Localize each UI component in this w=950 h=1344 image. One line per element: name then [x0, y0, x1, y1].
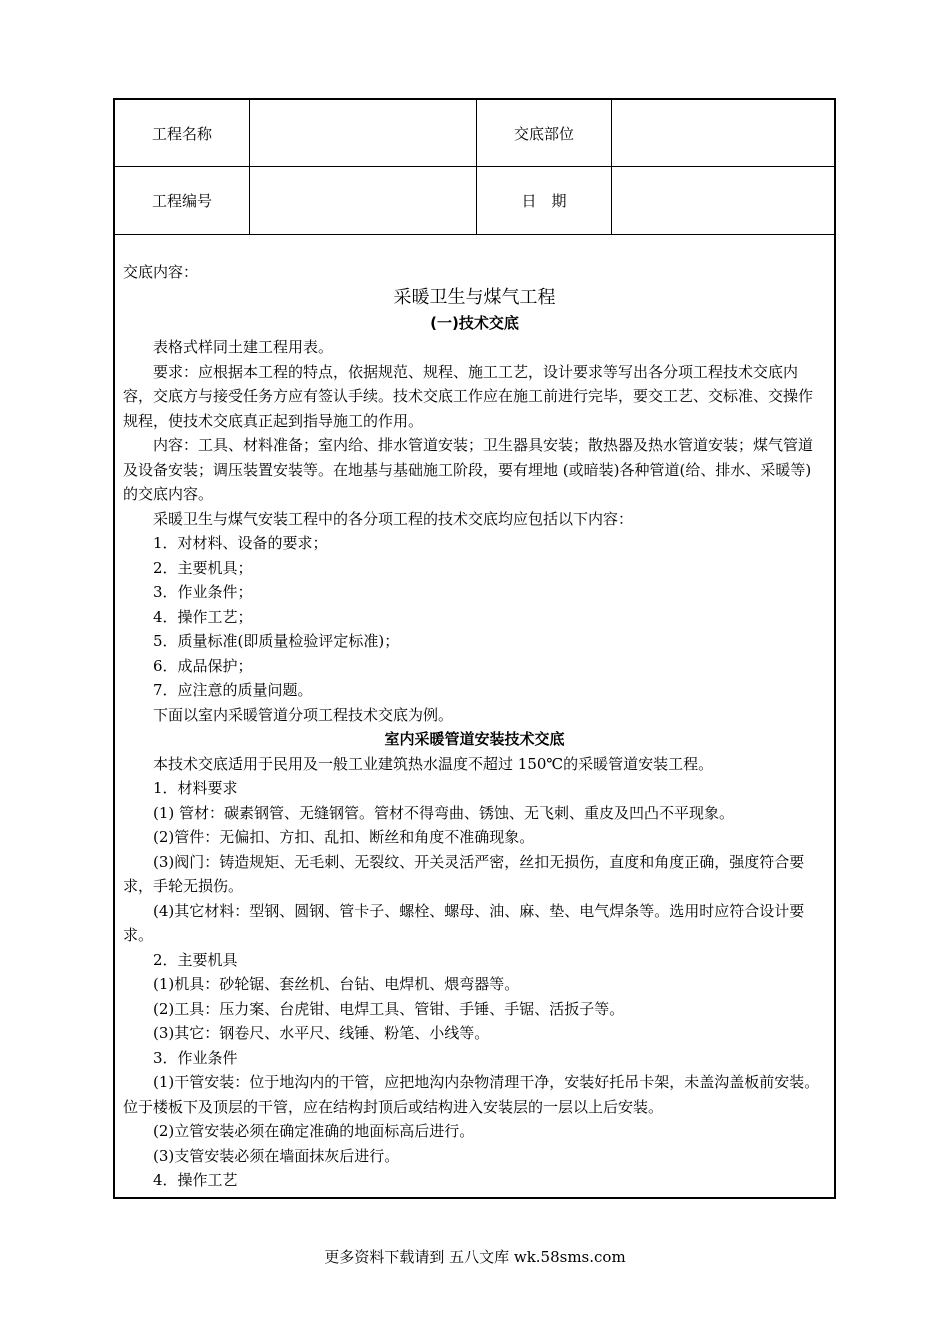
- subheading: 4．操作工艺: [153, 1171, 238, 1189]
- section-title: 室内采暖管道安装技术交底: [384, 730, 565, 748]
- date-value[interactable]: [612, 167, 834, 234]
- paragraph: (1) 管材：碳素钢管、无缝钢管。管材不得弯曲、锈蚀、无飞刺、重皮及凹凸不平现象。: [153, 803, 735, 822]
- disclosure-content: [123, 260, 826, 1193]
- content-label: 交底内容：: [123, 263, 199, 281]
- section-title: (一)技术交底: [430, 313, 519, 332]
- paragraph: (2)立管安装必须在确定准确的地面标高后进行。: [153, 1122, 475, 1140]
- subheading: 2．主要机具: [153, 950, 238, 969]
- subheading: 1．材料要求: [153, 779, 238, 797]
- paragraph: (3)支管安装必须在墙面抹灰后进行。: [153, 1146, 400, 1165]
- paragraph: (3)其它：钢卷尺、水平尺、线锤、粉笔、小线等。: [153, 1024, 490, 1042]
- list-item: 6．成品保护；: [153, 656, 253, 675]
- list-item: 1．对材料、设备的要求；: [153, 534, 328, 552]
- paragraph: (2)工具：压力案、台虎钳、电焊工具、管钳、手锤、手锯、活扳子等。: [153, 999, 625, 1018]
- paragraph: (4)其它材料：型钢、圆钢、管卡子、螺栓、螺母、油、麻、垫、电气焊条等。选用时应符合设计要求。: [123, 901, 805, 944]
- list-item: 4．操作工艺；: [153, 607, 253, 626]
- paragraph: (1)机具：砂轮锯、套丝机、台钻、电焊机、煨弯器等。: [153, 975, 520, 993]
- project-name-label: 工程名称: [151, 124, 212, 143]
- paragraph: 下面以室内采暖管道分项工程技术交底为例。: [153, 705, 454, 724]
- date-label: 日 期: [521, 192, 567, 210]
- paragraph: (2)管件：无偏扣、方扣、乱扣、断丝和角度不准确现象。: [153, 828, 535, 846]
- document-title: 采暖卫生与煤气工程: [393, 286, 556, 308]
- project-number-label: 工程编号: [151, 192, 212, 210]
- list-item: 2．主要机具；: [153, 558, 253, 577]
- project-number-value[interactable]: [250, 167, 476, 234]
- footer-download-note: 更多资料下载请到 五八文库 wk.58sms.com: [324, 1248, 626, 1266]
- project-name-value[interactable]: [250, 100, 476, 166]
- subheading: 3．作业条件: [153, 1048, 238, 1067]
- paragraph: 本技术交底适用于民用及一般工业建筑热水温度不超过 150℃的采暖管道安装工程。: [153, 754, 714, 773]
- paragraph: 内容：工具、材料准备；室内给、排水管道安装；卫生器具安装；散热器及热水管道安装；煤气管道及设备安装；调压装置安装等。在地基与基础施工阶段，要有埋地 (或暗装)各种管道(给、排水、采暖等)的交底内容。: [123, 436, 814, 503]
- list-item: 7．应注意的质量问题。: [153, 681, 313, 699]
- list-item: 3．作业条件；: [153, 583, 253, 601]
- row-divider: [115, 234, 834, 235]
- paragraph: 表格式样同土建工程用表。: [153, 338, 334, 356]
- paragraph: (3)阀门：铸造规矩、无毛刺、无裂纹、开关灵活严密，丝扣无损伤，直度和角度正确，强度符合要求，手轮无损伤。: [123, 852, 805, 895]
- list-item: 5．质量标准(即质量检验评定标准)；: [153, 632, 400, 650]
- paragraph: (1)干管安装：位于地沟内的干管，应把地沟内杂物清理干净，安装好托吊卡架，未盖沟盖板前安装。位于楼板下及顶层的干管，应在结构封顶后或结构进入安装层的一层以上后安装。: [123, 1073, 820, 1116]
- disclosure-part-value[interactable]: [612, 100, 834, 166]
- paragraph: 采暖卫生与煤气安装工程中的各分项工程的技术交底均应包括以下内容：: [153, 509, 634, 528]
- technical-disclosure-form: [113, 98, 836, 1199]
- paragraph: 要求：应根据本工程的特点，依据规范、规程、施工工艺，设计要求等写出各分项工程技术交底内容，交底方与接受任务方应有签认手续。技术交底工作应在施工前进行完毕，要交工艺、交标准、交操作规程，使技术交底真正起到指导施工的作用。: [123, 362, 814, 430]
- disclosure-part-label: 交底部位: [513, 124, 574, 143]
